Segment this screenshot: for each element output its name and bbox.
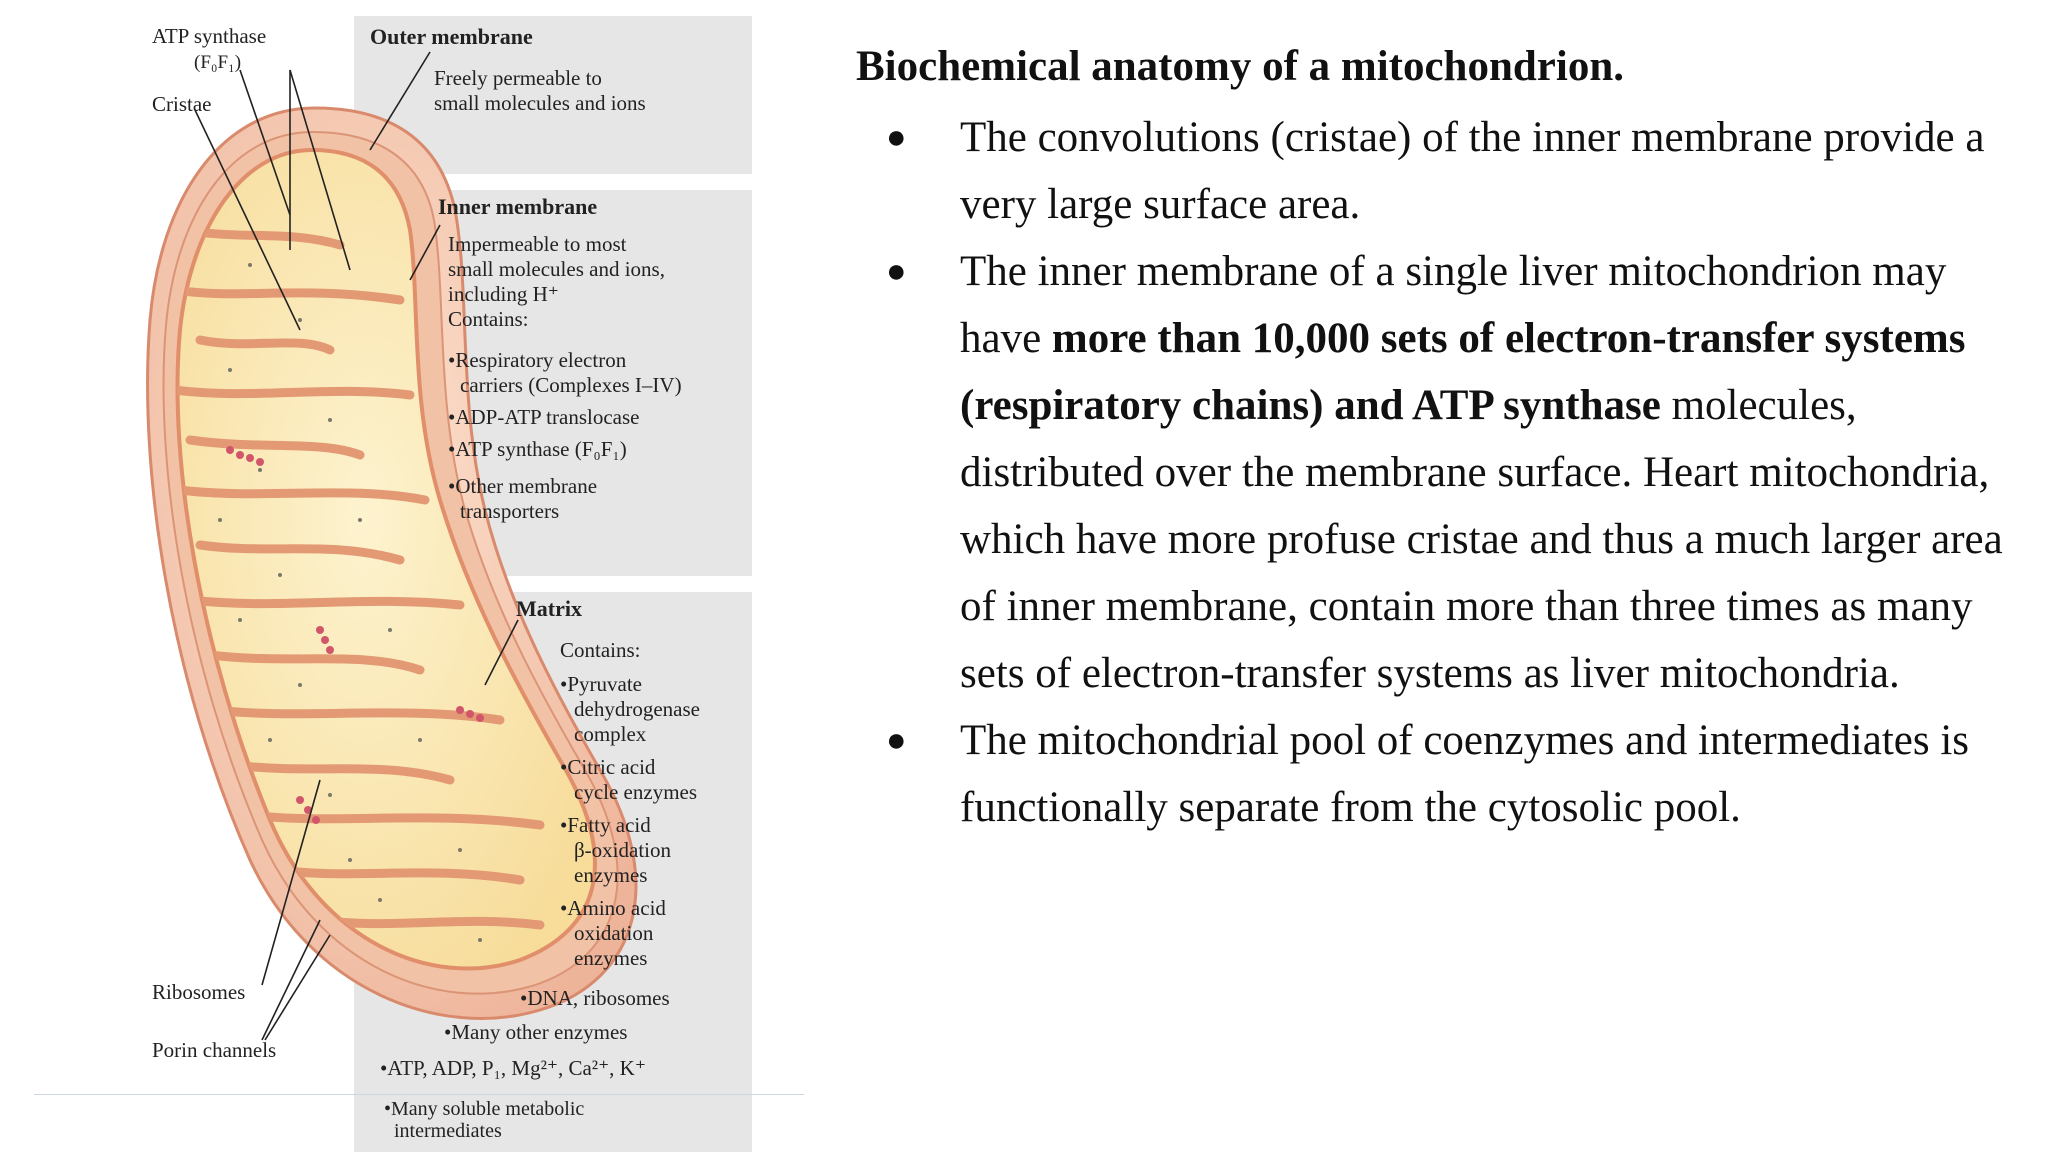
inner-membrane-contains: Contains:	[448, 307, 529, 331]
bullet-3-text: The mitochondrial pool of coenzymes and intermediates is functionally separate from the cytosolic pool.	[960, 717, 1970, 831]
matrix-item: enzymes	[574, 863, 648, 887]
inner-membrane-desc-line-1: Impermeable to most	[448, 232, 627, 256]
outer-membrane-title: Outer membrane	[370, 24, 533, 49]
ribosomes-label: Ribosomes	[152, 980, 246, 1004]
atp-synthase-sub-label	[194, 50, 241, 75]
inner-membrane-list	[448, 348, 682, 524]
bullet-item-2	[856, 238, 2036, 707]
bullet-2-text-bold: more than 10,000 sets of electron-transfer systems (respiratory chains) and ATP synthase	[960, 315, 1966, 429]
mitochondrion-figure	[0, 0, 820, 1152]
outer-membrane-desc-line-2: small molecules and ions	[434, 91, 646, 115]
inner-membrane-title: Inner membrane	[438, 194, 598, 219]
atp-synthase-text: ATP synthase	[152, 24, 267, 48]
bullet-item-3	[856, 707, 2036, 841]
bullet-2-text-after: molecules, distributed over the membrane surface. Heart mitochondria, which have more profuse cristae and thus a much larger area of inner membrane, contain more than three times as many sets of electron-transfer systems as liver mitochondria.	[960, 382, 2003, 697]
matrix-ions-item: •ATP, ADP, P₁, Mg²⁺, Ca²⁺, K⁺	[380, 1056, 646, 1080]
bullet-item-1	[856, 104, 2036, 238]
matrix-list	[560, 672, 700, 971]
matrix-soluble-line-1: •Many soluble metabolic	[384, 1098, 585, 1120]
inner-membrane-desc-line-3: including H⁺	[448, 282, 559, 306]
inner-membrane-desc	[448, 232, 665, 332]
inner-membrane-item: transporters	[460, 499, 560, 523]
inner-membrane-item: •Respiratory electron	[448, 348, 627, 372]
matrix-item: •Pyruvate	[560, 672, 643, 696]
bullet-dot-icon: ●	[886, 119, 907, 156]
page-title: Biochemical anatomy of a mitochondrion.	[856, 43, 1624, 90]
bullet-2-text-before: The inner membrane of a single liver mitochondrion may have	[960, 248, 1947, 362]
inner-membrane-item: carriers (Complexes I–IV)	[460, 373, 682, 397]
matrix-other-enzymes-item: •Many other enzymes	[444, 1020, 628, 1044]
matrix-item: •Fatty acid	[560, 813, 651, 837]
matrix-item: oxidation	[574, 921, 654, 945]
explanation-text	[856, 38, 2036, 841]
outer-membrane-desc-line-1: Freely permeable to	[434, 66, 602, 90]
matrix-item: cycle enzymes	[574, 780, 698, 804]
bullet-list	[856, 104, 2036, 841]
matrix-contains: Contains:	[560, 638, 641, 662]
mitochondrion-illustration	[0, 0, 820, 1152]
matrix-dna-item: •DNA, ribosomes	[520, 986, 670, 1010]
outer-membrane-desc	[434, 66, 646, 116]
matrix-soluble-line-2: intermediates	[394, 1120, 502, 1142]
matrix-item: complex	[574, 722, 647, 746]
matrix-title: Matrix	[516, 596, 582, 621]
inner-membrane-item: •Other membrane	[448, 474, 598, 498]
bullet-1-text: The convolutions (cristae) of the inner membrane provide a very large surface area.	[960, 114, 1985, 228]
figure-divider-line	[34, 1094, 804, 1095]
cristae-label: Cristae	[152, 92, 212, 116]
bullet-dot-icon: ●	[886, 253, 907, 290]
inner-membrane-desc-line-2: small molecules and ions,	[448, 257, 665, 281]
matrix-item: •Amino acid	[560, 896, 666, 920]
inner-membrane-item: •ADP-ATP translocase	[448, 405, 640, 429]
atp-synthase-subscript: (F₀F₁)	[194, 52, 242, 73]
porin-channels-label: Porin channels	[152, 1038, 277, 1062]
atp-synthase-label	[152, 24, 266, 49]
matrix-item: β-oxidation	[574, 838, 672, 862]
inner-membrane-item: •ATP synthase (F₀F₁)	[448, 437, 627, 461]
matrix-item: enzymes	[574, 946, 648, 970]
bullet-dot-icon: ●	[886, 722, 907, 759]
matrix-item: dehydrogenase	[574, 697, 700, 721]
matrix-item: •Citric acid	[560, 755, 656, 779]
matrix-soluble-item	[384, 1098, 584, 1142]
